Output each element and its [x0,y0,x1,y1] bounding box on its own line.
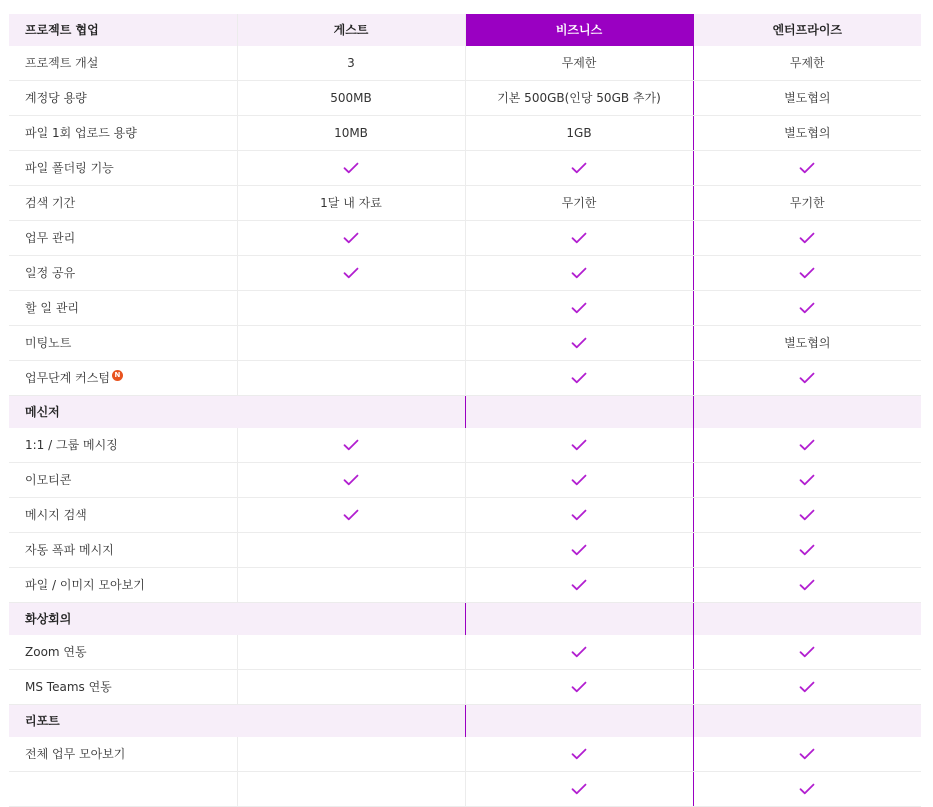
check-icon [799,439,815,451]
plan-cell-business [465,46,693,81]
section-cell-business [465,603,693,636]
table-row [9,116,921,151]
section-cell-business [465,705,693,738]
plan-cell-guest [237,291,465,326]
plan-cell-enterprise [693,635,921,670]
new-badge-icon: N [112,370,123,381]
plan-cell-enterprise [693,737,921,772]
feature-label: MS Teams 연동 [25,680,112,694]
check-icon [799,783,815,795]
table-row [9,635,921,670]
check-icon [799,372,815,384]
table-row [9,772,921,807]
plan-cell-enterprise [693,186,921,221]
plan-cell-business [465,81,693,116]
check-icon [571,474,587,486]
feature-cell [9,568,237,603]
check-icon [571,748,587,760]
check-icon [571,372,587,384]
plan-cell-business [465,772,693,807]
section-cell-enterprise [693,396,921,429]
table-row [9,291,921,326]
table-row [9,498,921,533]
check-icon [571,162,587,174]
check-icon [799,544,815,556]
section-cell-guest [237,705,465,738]
feature-label: 메시지 검색 [25,508,87,522]
check-icon [571,681,587,693]
feature-cell [9,186,237,221]
check-icon [799,267,815,279]
plan-header-enterprise: 엔터프라이즈 [693,14,921,46]
feature-cell [9,81,237,116]
feature-label: 업무 관리 [25,231,76,245]
check-icon [343,439,359,451]
plan-cell-enterprise [693,361,921,396]
plan-cell-guest [237,670,465,705]
check-icon [571,783,587,795]
table-row [9,463,921,498]
table-row [9,568,921,603]
check-icon [571,302,587,314]
plan-cell-business [465,533,693,568]
feature-cell [9,361,237,396]
table-row [9,46,921,81]
feature-cell [9,463,237,498]
feature-cell [9,46,237,81]
plan-cell-guest [237,498,465,533]
check-icon [799,509,815,521]
plan-cell-business [465,428,693,463]
feature-label: 파일 1회 업로드 용량 [25,126,137,140]
plan-cell-guest [237,326,465,361]
section-cell-guest [237,396,465,429]
plan-comparison-table [9,14,921,807]
plan-cell-guest [237,361,465,396]
feature-cell [9,635,237,670]
feature-label: 업무단계 커스텀 [25,371,110,385]
plan-cell-enterprise [693,670,921,705]
plan-cell-enterprise [693,568,921,603]
check-icon [799,646,815,658]
feature-label: 파일 폴더링 기능 [25,161,114,175]
check-icon [571,646,587,658]
plan-cell-business [465,670,693,705]
plan-value: 기본 500GB(인당 50GB 추가) [497,91,661,105]
section-header-project-collab: 프로젝트 협업 [9,14,237,46]
plan-value: 별도협의 [784,126,831,140]
plan-cell-business [465,116,693,151]
check-icon [799,474,815,486]
section-cell-guest [237,603,465,636]
plan-value: 별도협의 [784,336,831,350]
table-row [9,221,921,256]
check-icon [571,267,587,279]
section-header-row [9,705,921,738]
plan-cell-business [465,326,693,361]
check-icon [343,474,359,486]
feature-cell [9,533,237,568]
section-title: 화상회의 [9,603,237,636]
feature-label: 프로젝트 개설 [25,56,99,70]
feature-cell [9,737,237,772]
plan-value: 무기한 [561,196,597,210]
plan-cell-enterprise [693,533,921,568]
plan-cell-enterprise [693,326,921,361]
plan-cell-guest [237,116,465,151]
section-title: 메신저 [9,396,237,429]
plan-value: 1달 내 자료 [320,196,382,210]
feature-label: 계정당 용량 [25,91,87,105]
section-cell-enterprise [693,705,921,738]
plan-cell-enterprise [693,46,921,81]
plan-cell-guest [237,151,465,186]
check-icon [343,162,359,174]
plan-cell-guest [237,533,465,568]
feature-label: 파일 / 이미지 모아보기 [25,578,145,592]
plan-value: 무제한 [561,56,597,70]
table-body [9,46,921,807]
table-row [9,256,921,291]
section-cell-business [465,396,693,429]
check-icon [571,337,587,349]
feature-cell [9,428,237,463]
feature-cell [9,291,237,326]
plan-cell-business [465,737,693,772]
plan-cell-enterprise [693,81,921,116]
plan-cell-guest [237,772,465,807]
plan-cell-guest [237,186,465,221]
plan-cell-guest [237,428,465,463]
plan-cell-enterprise [693,291,921,326]
plan-cell-guest [237,81,465,116]
feature-label: 이모티콘 [25,473,72,487]
feature-cell [9,256,237,291]
check-icon [343,509,359,521]
feature-cell [9,116,237,151]
plan-cell-enterprise [693,221,921,256]
section-cell-enterprise [693,603,921,636]
plan-header-guest: 게스트 [237,14,465,46]
plan-cell-business [465,186,693,221]
table-row [9,737,921,772]
feature-label: 일정 공유 [25,266,76,280]
plan-cell-enterprise [693,116,921,151]
feature-cell [9,326,237,361]
feature-cell [9,498,237,533]
check-icon [799,748,815,760]
check-icon [799,579,815,591]
plan-cell-business [465,463,693,498]
check-icon [343,267,359,279]
plan-cell-guest [237,256,465,291]
plan-value: 무기한 [789,196,825,210]
plan-cell-guest [237,221,465,256]
plan-cell-enterprise [693,256,921,291]
check-icon [571,232,587,244]
check-icon [571,439,587,451]
section-header-row [9,603,921,636]
pricing-comparison [9,14,921,807]
plan-cell-guest [237,46,465,81]
table-header-row [9,14,921,46]
plan-cell-guest [237,463,465,498]
table-row [9,81,921,116]
plan-cell-business [465,256,693,291]
plan-cell-guest [237,635,465,670]
table-row [9,326,921,361]
feature-label: 미팅노트 [25,336,72,350]
plan-cell-business [465,151,693,186]
plan-cell-business [465,635,693,670]
plan-value: 1GB [566,126,592,140]
table-row [9,361,921,396]
plan-cell-enterprise [693,428,921,463]
feature-cell [9,772,237,807]
check-icon [799,302,815,314]
plan-cell-enterprise [693,463,921,498]
plan-cell-business [465,568,693,603]
plan-header-business: 비즈니스 [465,14,693,46]
feature-cell [9,221,237,256]
feature-label: 자동 폭파 메시지 [25,543,114,557]
feature-cell [9,151,237,186]
check-icon [571,509,587,521]
check-icon [799,162,815,174]
check-icon [571,544,587,556]
plan-value: 별도협의 [784,91,831,105]
check-icon [571,579,587,591]
plan-cell-guest [237,737,465,772]
plan-cell-guest [237,568,465,603]
plan-value: 무제한 [789,56,825,70]
check-icon [799,681,815,693]
feature-label: 1:1 / 그룹 메시징 [25,438,118,452]
table-row [9,670,921,705]
feature-label: 검색 기간 [25,196,76,210]
table-row [9,151,921,186]
plan-cell-business [465,291,693,326]
section-header-row [9,396,921,429]
table-row [9,186,921,221]
plan-cell-enterprise [693,772,921,807]
plan-cell-enterprise [693,151,921,186]
check-icon [799,232,815,244]
plan-value: 10MB [334,126,368,140]
plan-value: 3 [347,56,355,70]
plan-cell-business [465,221,693,256]
section-title: 리포트 [9,705,237,738]
table-row [9,428,921,463]
feature-cell [9,670,237,705]
plan-cell-enterprise [693,498,921,533]
feature-label: 전체 업무 모아보기 [25,747,126,761]
feature-label: 할 일 관리 [25,301,79,315]
table-row [9,533,921,568]
feature-label: Zoom 연동 [25,645,87,659]
plan-value: 500MB [330,91,372,105]
check-icon [343,232,359,244]
plan-cell-business [465,361,693,396]
plan-cell-business [465,498,693,533]
